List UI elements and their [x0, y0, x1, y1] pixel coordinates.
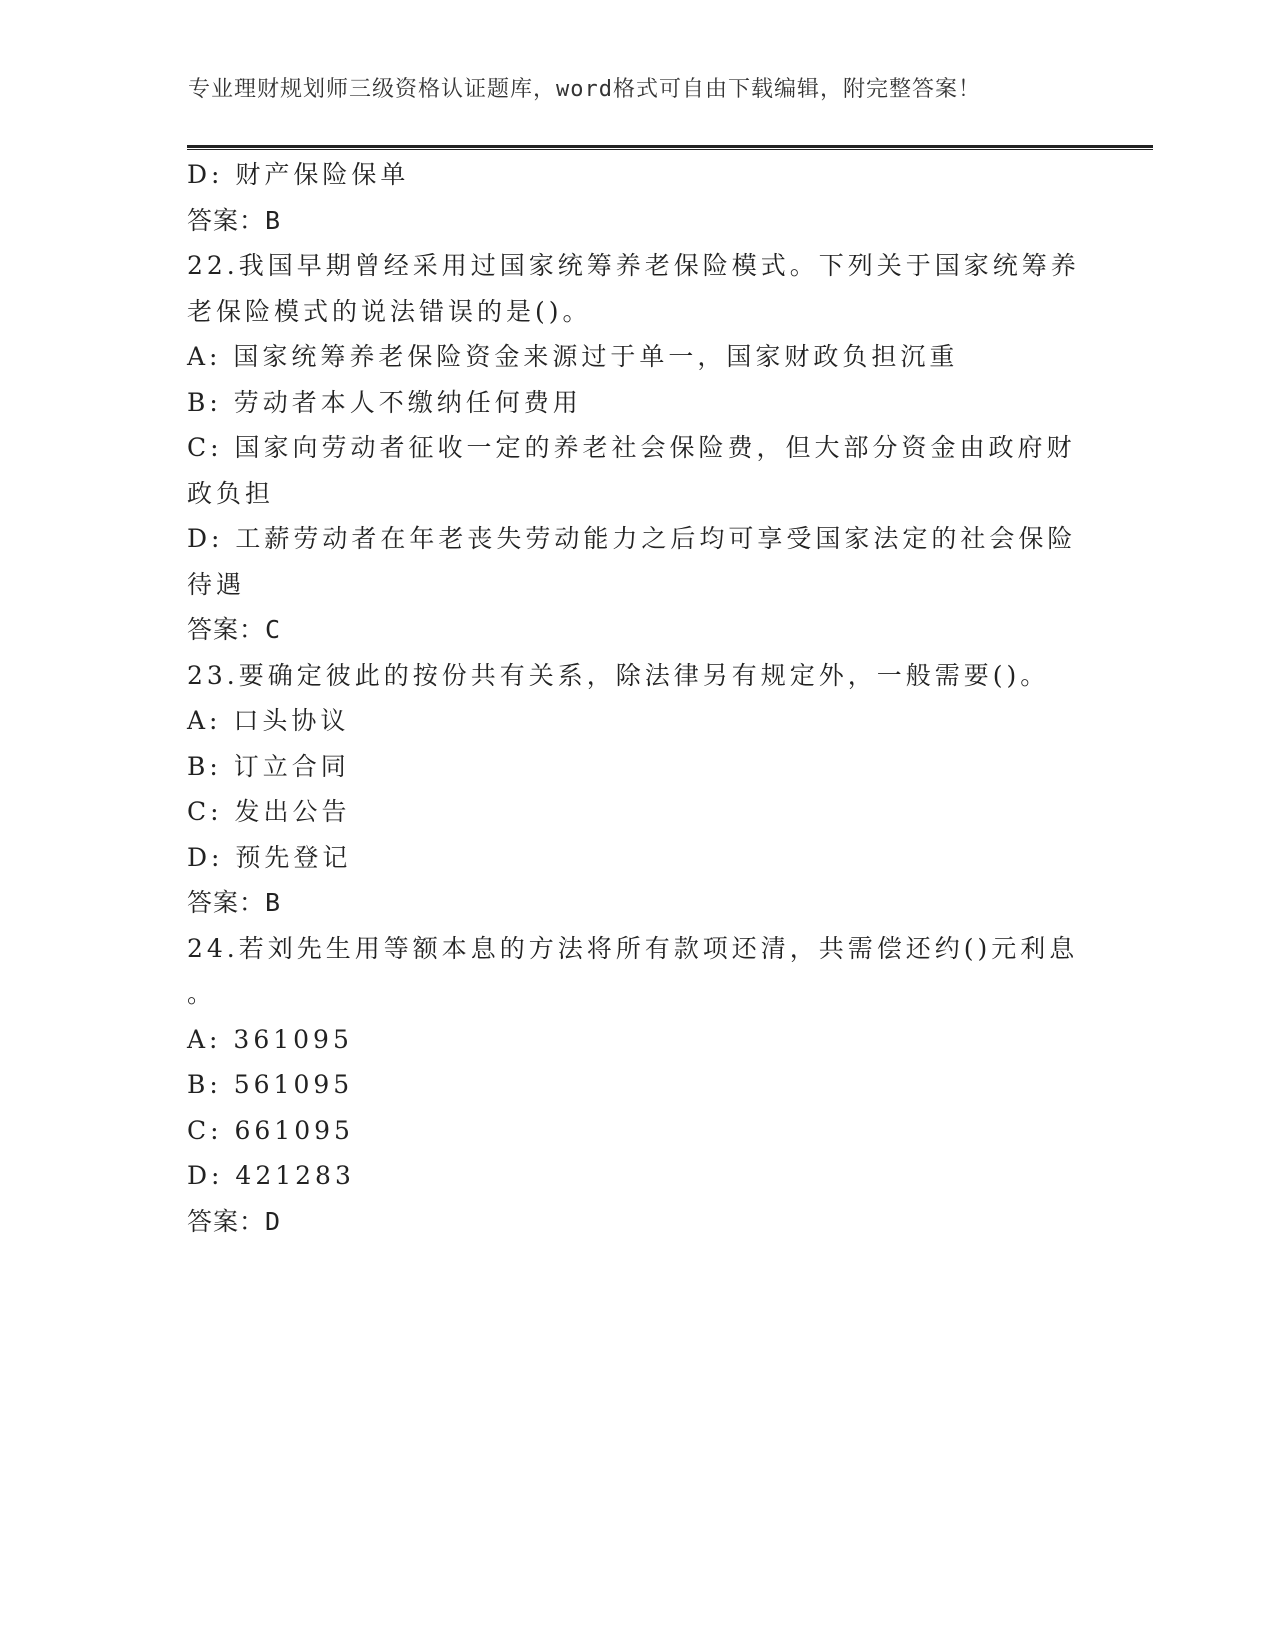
answer-line: [187, 607, 1087, 653]
answer-value: B: [265, 205, 282, 235]
option-line: B: 561095: [187, 1070, 354, 1099]
answer-label: 答案：: [187, 1206, 266, 1236]
question-block-22: [187, 243, 1087, 653]
question-stem-line: 22.我国早期曾经采用过国家统筹养老保险模式。下列关于国家统筹养: [187, 251, 1080, 280]
question-stem-line: 。: [187, 979, 217, 1008]
question-block-21-tail: [187, 152, 1087, 243]
option-line: D: 工薪劳动者在年老丧失劳动能力之后均可享受国家法定的社会保险: [187, 524, 1077, 553]
answer-label: 答案：: [187, 205, 266, 235]
option-line: D: 421283: [187, 1161, 355, 1190]
option-line: A: 国家统筹养老保险资金来源过于单一，国家财政负担沉重: [187, 342, 959, 371]
option-line: B: 订立合同: [187, 751, 350, 781]
question-stem-line: 24.若刘先生用等额本息的方法将所有款项还清，共需偿还约()元利息: [187, 933, 1079, 963]
option-line: C: 661095: [187, 1115, 354, 1145]
question-stem-line: 老保险模式的说法错误的是()。: [187, 296, 592, 326]
option-line: A: 361095: [187, 1024, 353, 1054]
question-block-24: [187, 926, 1087, 1245]
question-block-23: [187, 653, 1087, 926]
answer-value: D: [265, 1206, 282, 1236]
option-line: D: 预先登记: [187, 842, 352, 872]
option-line: D: 财产保险保单: [187, 160, 410, 189]
option-line: B: 劳动者本人不缴纳任何费用: [187, 387, 582, 417]
answer-line: [187, 198, 1087, 244]
answer-line: [187, 1199, 1087, 1245]
option-line: 待遇: [187, 569, 246, 599]
header-rule: [187, 145, 1153, 150]
option-line: C: 国家向劳动者征收一定的养老社会保险费，但大部分资金由政府财: [187, 433, 1076, 462]
option-line: C: 发出公告: [187, 797, 351, 826]
answer-label: 答案：: [187, 615, 266, 644]
option-line: A: 口头协议: [187, 706, 350, 735]
question-content: [187, 152, 1087, 1244]
page-header: 专业理财规划师三级资格认证题库，word格式可自由下载编辑，附完整答案！: [188, 77, 981, 102]
answer-label: 答案：: [187, 888, 266, 917]
answer-line: [187, 880, 1087, 926]
question-stem-line: 23.要确定彼此的按份共有关系，除法律另有规定外，一般需要()。: [187, 660, 1050, 690]
answer-value: B: [265, 888, 282, 917]
answer-value: C: [265, 615, 282, 644]
option-line: 政负担: [187, 478, 275, 508]
